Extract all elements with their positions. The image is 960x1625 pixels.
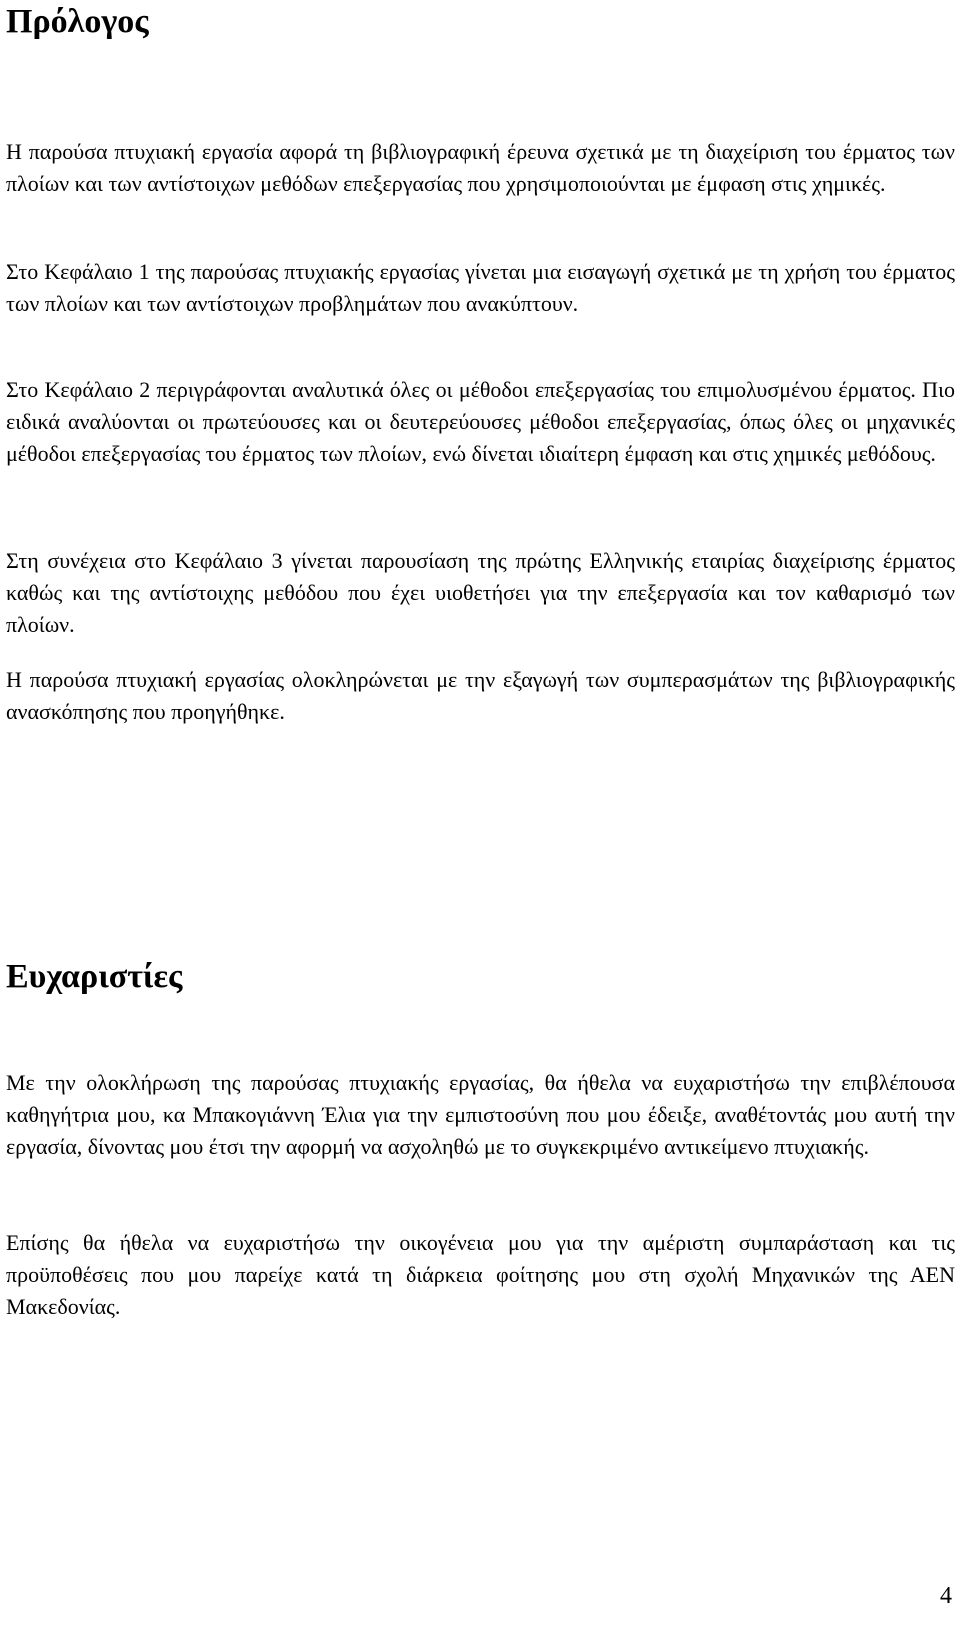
acknowledgements-paragraph-1: Με την ολοκλήρωση της παρούσας πτυχιακής εργασίας, θα ήθελα να ευχαριστήσω την επιβλέπουσα καθηγήτρια μου, κα Μπακογιάννη Έλια για την εμπιστοσύνη που μου έδειξε, αναθέτοντάς μου αυτή την εργασία, δίνοντας μου έτσι την αφορμή να ασχοληθώ με το συγκεκριμένο αντικείμενο πτυχιακής. — [6, 1070, 955, 1159]
acknowledgements-paragraph-2: Επίσης θα ήθελα να ευχαριστήσω την οικογένεια μου για την αμέριστη συμπαράσταση και τις προϋποθέσεις που μου παρείχε κατά τη διάρκεια φοίτησης μου στη σχολή Μηχανικών της ΑΕΝ Μακεδονίας. — [6, 1230, 955, 1319]
prologue-paragraph-2: Στο Κεφάλαιο 1 της παρούσας πτυχιακής εργασίας γίνεται μια εισαγωγή σχετικά με τη χρήση του έρματος των πλοίων και των αντίστοιχων προβλημάτων που ανακύπτουν. — [6, 259, 955, 316]
prologue-paragraph-4: Στη συνέχεια στο Κεφάλαιο 3 γίνεται παρουσίαση της πρώτης Ελληνικής εταιρίας διαχείρισης έρματος καθώς και της αντίστοιχης μεθόδου που έχει υιοθετήσει για την επεξεργασία και τον καθαρισμό των πλοίων. — [6, 548, 955, 637]
prologue-paragraph-5: Η παρούσα πτυχιακή εργασίας ολοκληρώνεται με την εξαγωγή των συμπερασμάτων της βιβλιογραφικής ανασκόπησης που προηγήθηκε. — [6, 667, 955, 724]
prologue-paragraph-3: Στο Κεφάλαιο 2 περιγράφονται αναλυτικά όλες οι μέθοδοι επεξεργασίας του επιμολυσμένου έρματος. Πιο ειδικά αναλύονται οι πρωτεύουσες και οι δευτερεύουσες μέθοδοι επεξεργασίας, όπως όλες οι μηχανικές μέθοδοι επεξεργασίας του έρματος των πλοίων, ενώ δίνεται ιδιαίτερη έμφαση και στις χημικές μεθόδους. — [6, 377, 955, 466]
acknowledgements-heading: Ευχαριστίες — [6, 958, 183, 995]
page-number: 4 — [940, 1583, 952, 1609]
prologue-paragraph-1: Η παρούσα πτυχιακή εργασία αφορά τη βιβλιογραφική έρευνα σχετικά με τη διαχείριση του έρματος των πλοίων και των αντίστοιχων μεθόδων επεξεργασίας που χρησιμοποιούνται με έμφαση στις χημικές. — [6, 139, 955, 196]
prologue-heading: Πρόλογος — [6, 3, 149, 40]
